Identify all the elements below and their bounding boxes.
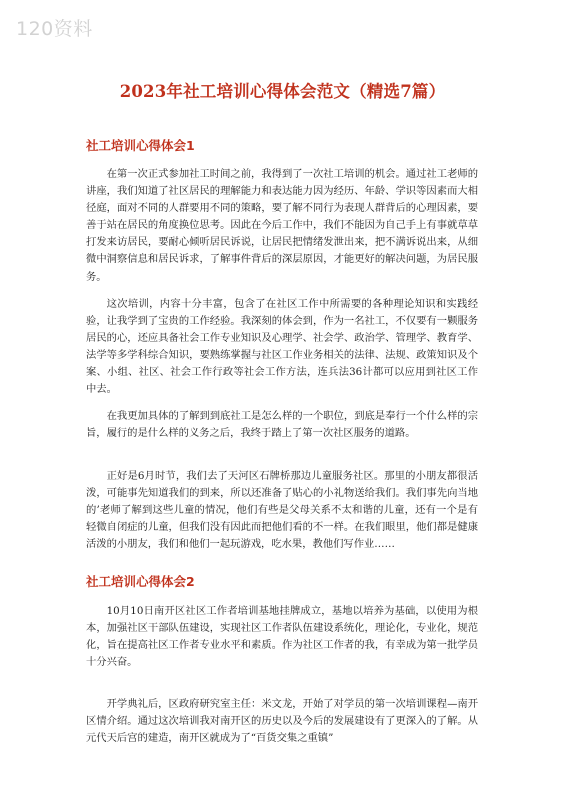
paragraph-1-1: 在第一次正式参加社工时间之前，我得到了一次社工培训的机会。通过社工老师的讲座，我们知道了社区居民的理解能力和表达能力因为经历、年龄、学识等因素而大相径庭，面对不同的人群要用不同的策略，要了解不同行为表现人群背后的心理因素，要善于站在居民的角度换位思考。因此在今后工作中，我们不能因为自己手上有事就草草打发来访居民，要耐心倾听居民诉说，让居民把情绪发泄出来，把不满诉说出来，从细微中洞察信息和居民诉求，了解事件背后的深层原因，才能更好的解决问题，为居民服务。 [86, 168, 478, 283]
watermark: 120资料 [16, 18, 93, 40]
section-heading-2: 社工培训心得体会2 [86, 574, 195, 589]
document-title: 2023年社工培训心得体会范文（精选7篇） [119, 82, 446, 101]
paragraph-1-4: 正好是6月时节，我们去了天河区石牌桥那边儿童服务社区。那里的小朋友都很活泼，可能事先知道我们的到来，所以还准备了贴心的小礼物送给我们。我们事先向当地的’老师了解到这些儿童的情况，他们有些是父母关系不太和谐的儿童，还有一个是有轻微自闭症的儿童，但我们没有因此而把他们看的不一样。在我们眼里，他们都是健康活泼的小朋友，我们和他们一起玩游戏，吃水果，教他们写作业…… [86, 470, 478, 551]
paragraph-2-1: 10月10日南开区社区工作者培训基地挂牌成立，基地以培养为基础，以使用为根本，加强社区干部队伍建设，实现社区工作者队伍建设系统化，理论化，专业化，规范化，旨在提高社区工作者专业水平和素质。作为社区工作者的我，有幸成为第一批学员十分兴奋。 [86, 605, 478, 669]
paragraph-1-2: 这次培训，内容十分丰富，包含了在社区工作中所需要的各种理论知识和实践经验，让我学到了宝贵的工作经验。我深刻的体会到，作为一名社工，不仅要有一颗服务居民的心，还应具备社会工作专业知识及心理学、社会学、政治学、管理学、教育学、法学等多学科综合知识，要熟练掌握与社区工作业务相关的法律、法规、政策知识及个案、小组、社区、社会工作行政等社会工作方法，连兵法36计都可以应用到社区工作中去。 [86, 298, 478, 396]
paragraph-1-3: 在我更加具体的了解到到底社工是怎么样的一个职位，到底是奉行一个什么样的宗旨，履行的是什么样的义务之后，我终于踏上了第一次社区服务的道路。 [86, 410, 478, 440]
section-heading-1: 社工培训心得体会1 [86, 138, 195, 153]
paragraph-2-2: 开学典礼后，区政府研究室主任：米文龙，开始了对学员的第一次培训课程—南开区情介绍。通过这次培训我对南开区的历史以及今后的发展建设有了更深入的了解。从元代天后宫的建造，南开区就成为了“百货交集之重镇” [86, 698, 478, 745]
